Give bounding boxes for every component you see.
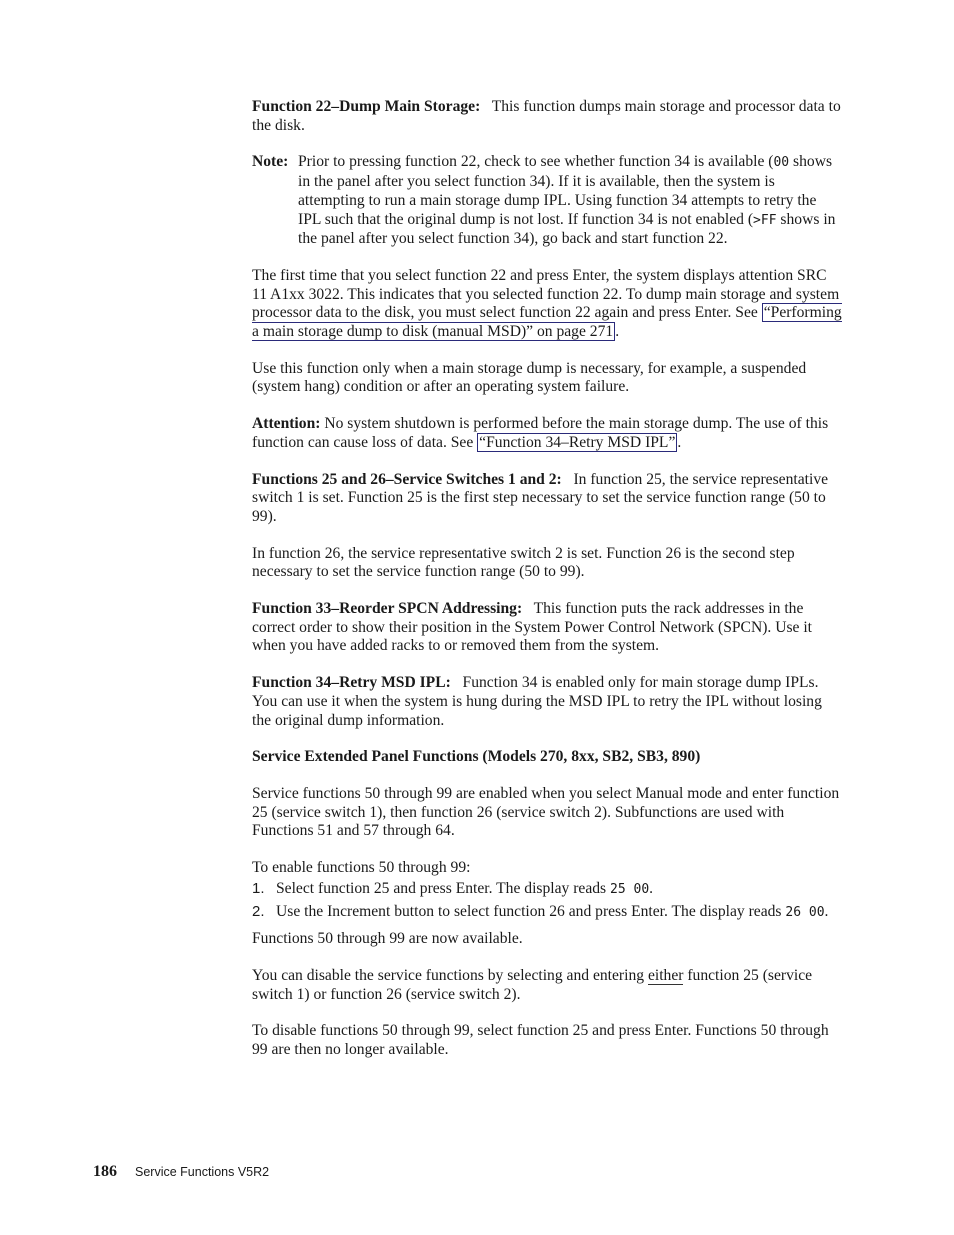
function-22-text: This function dumps main storage and processor data to the disk. [252, 98, 841, 134]
list-item [252, 880, 842, 900]
step-code: 26 00 [785, 904, 825, 920]
step-period: . [649, 879, 654, 897]
disable-text-before: You can disable the service functions by selecting and entering [252, 966, 648, 984]
attention-text: No system shutdown is performed before the main storage dump. The use of this function can cause loss of data. See [252, 415, 829, 451]
function-26-paragraph: In function 26, the service representative switch 2 is set. Function 26 is the second step necessary to set the service function range (50 to 99). [252, 544, 795, 581]
page-body [252, 98, 842, 1078]
step-number: 1. [252, 879, 265, 897]
note-text-part-3: shows in the panel after you select function 34), go back and start function 22. [298, 210, 836, 248]
note-text [298, 153, 842, 249]
note-code-ff: >FF [753, 212, 777, 228]
function-33-paragraph [252, 600, 842, 656]
step-text-body: Use the Increment button to select function 26 and press Enter. The display reads [276, 902, 786, 920]
either-underlined: either [647, 966, 684, 984]
function-22-paragraph [252, 98, 842, 135]
first-time-period: . [615, 323, 620, 341]
step-period: . [824, 902, 829, 920]
service-functions-paragraph: Service functions 50 through 99 are enabled when you select Manual mode and enter function 25 (service switch 1), then function 26 (service switch 2). Subfunctions are used with Functions 51 and 57 through 64. [252, 784, 840, 840]
available-paragraph: Functions 50 through 99 are now available. [252, 930, 523, 948]
section-heading: Service Extended Panel Functions (Models 270, 8xx, SB2, SB3, 890) [252, 748, 701, 766]
function-34-heading: Function 34–Retry MSD IPL: [252, 674, 451, 692]
disable-text-after: function 25 (service switch 1) or function 26 (service switch 2). [252, 966, 813, 1003]
disable-functions-paragraph: To disable functions 50 through 99, select function 25 and press Enter. Functions 50 through 99 are then no longer available. [252, 1022, 829, 1059]
attention-label: Attention: [252, 415, 321, 433]
note-text-part-2: shows in the panel after you select function 34). If it is available, then the system is attempting to run a main storage dump IPL. Using function 34 attempts to retry the IPL such that the original dump is not lost. If function 34 is not enabled ( [298, 153, 833, 228]
attention-paragraph [252, 415, 842, 452]
step-text-body: Select function 25 and press Enter. The display reads [276, 879, 611, 897]
list-item [252, 903, 842, 923]
page-footer [93, 1163, 269, 1181]
enable-intro: To enable functions 50 through 99: [252, 859, 471, 877]
manual-msd-link[interactable]: “Performing a main storage dump to disk (manual MSD)” on page 271 [252, 304, 842, 341]
function-33-text: This function puts the rack addresses in the correct order to show their position in the System Power Control Network (SPCN). Use it when you have added racks to or removed them from the system. [252, 600, 813, 655]
first-time-text: The first time that you select function 22 and press Enter, the system displays attention SRC 11 A1xx 3022. This indicates that you selected function 22. To dump main storage and system processor data to the disk, you must select function 22 again and press Enter. See [252, 266, 840, 322]
enable-steps-list [252, 880, 842, 922]
note-block [252, 153, 842, 249]
use-paragraph: Use this function only when a main storage dump is necessary, for example, a suspended (system hang) condition or after an operating system failure. [252, 359, 807, 396]
disable-paragraph [252, 967, 842, 1004]
step-number: 2. [252, 902, 265, 920]
note-label: Note: [252, 153, 289, 171]
function-33-heading: Function 33–Reorder SPCN Addressing: [252, 600, 523, 618]
function-25-text: In function 25, the service representative switch 1 is set. Function 25 is the first step necessary to set the service function range (50 to 99). [252, 470, 829, 525]
page-number: 186 [93, 1163, 117, 1180]
function-22-heading: Function 22–Dump Main Storage: [252, 98, 481, 115]
first-time-paragraph [252, 267, 842, 342]
function-25-heading: Functions 25 and 26–Service Switches 1 and 2: [252, 470, 562, 488]
book-title: Service Functions V5R2 [135, 1165, 270, 1179]
note-code-00: 00 [773, 155, 790, 171]
step-text [276, 880, 842, 900]
step-text [276, 903, 842, 923]
function-34-text: Function 34 is enabled only for main storage dump IPLs. You can use it when the system is hung during the MSD IPL to retry the IPL without losing the original dump information. [252, 674, 822, 729]
attention-period: . [677, 433, 682, 451]
function-34-paragraph [252, 674, 842, 730]
function-34-link[interactable]: “Function 34–Retry MSD IPL” [479, 433, 676, 451]
note-text-part-1: Prior to pressing function 22, check to see whether function 34 is available ( [298, 153, 774, 171]
function-25-paragraph [252, 471, 842, 527]
step-code: 25 00 [610, 881, 650, 897]
